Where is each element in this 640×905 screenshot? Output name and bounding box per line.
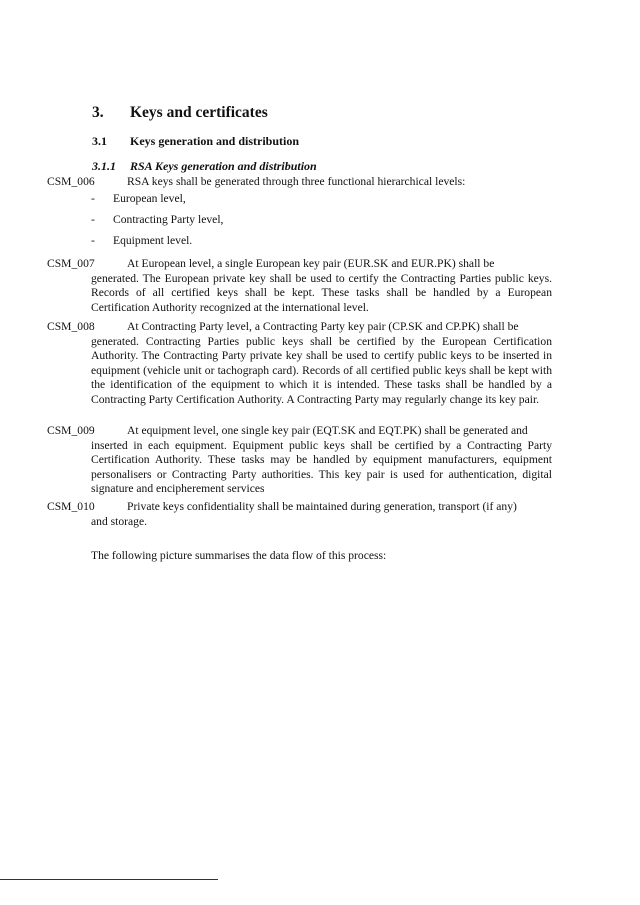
bullet-dash: - (91, 234, 95, 247)
requirement-first-line: At Contracting Party level, a Contracting Party key pair (CP.SK and CP.PK) shall be (127, 320, 519, 333)
requirement-csm009 (47, 424, 552, 497)
section-heading (92, 104, 268, 122)
subsection-heading (92, 134, 299, 149)
requirement-id: CSM_008 (47, 320, 95, 333)
requirement-id: CSM_007 (47, 257, 95, 270)
requirement-id: CSM_010 (47, 500, 95, 513)
section-title: Keys and certificates (130, 104, 268, 121)
list-item-text: Equipment level. (113, 234, 193, 247)
subsection-number: 3.1 (92, 134, 107, 148)
requirement-csm006 (47, 175, 552, 190)
list-item (91, 234, 192, 247)
bullet-dash: - (91, 192, 95, 205)
requirement-text: generated. Contracting Parties public keys shall be certified by the European Certification Authority. The Contracting Party private key shall be used to certify public keys to be inserted in equipment (vehicle unit or tachograph card). Records of all certified public keys shall be kept with the identification of the equipment to which it is intended. These tasks shall be handled by a Contracting Party Certification Authority. A Contracting Party may regularly change its key pair. (91, 334, 552, 406)
list-item (91, 192, 186, 205)
footer-rule (0, 879, 218, 880)
requirement-text: generated. The European private key shall be used to certify the Contracting Parties public keys. Records of all certified keys shall be kept. These tasks shall be handled by a European Certification Authority recognized at the international level. (91, 271, 552, 314)
requirement-id: CSM_009 (47, 424, 95, 437)
requirement-csm007 (47, 257, 552, 315)
requirement-text: inserted in each equipment. Equipment public keys shall be certified by a Contracting Party Certification Authority. These tasks may be handled by equipment manufacturers, equipment personalisers or Contracting Party authorities. This key pair is used for authentication, digital signature and encipherement services (91, 438, 552, 496)
subsubsection-number: 3.1.1 (92, 159, 116, 173)
subsubsection-heading (92, 159, 317, 174)
requirement-csm010 (47, 500, 552, 529)
bullet-dash: - (91, 213, 95, 226)
requirement-first-line: At European level, a single European key pair (EUR.SK and EUR.PK) shall be (127, 257, 495, 270)
requirement-first-line: Private keys confidentiality shall be maintained during generation, transport (if any) (127, 500, 517, 513)
list-item-text: European level, (113, 192, 186, 205)
requirement-id: CSM_006 (47, 175, 95, 188)
section-number: 3. (92, 104, 104, 121)
requirement-first-line: At equipment level, one single key pair (EQT.SK and EQT.PK) shall be generated and (127, 424, 528, 437)
subsection-title: Keys generation and distribution (130, 134, 300, 148)
list-item-text: Contracting Party level, (113, 213, 224, 226)
requirement-text: and storage. (91, 514, 148, 528)
requirement-text: RSA keys shall be generated through three functional hierarchical levels: (127, 175, 466, 188)
closing-paragraph: The following picture summarises the data flow of this process: (91, 549, 387, 562)
requirement-csm008 (47, 320, 552, 408)
subsubsection-title: RSA Keys generation and distribution (130, 159, 317, 173)
list-item (91, 213, 223, 226)
